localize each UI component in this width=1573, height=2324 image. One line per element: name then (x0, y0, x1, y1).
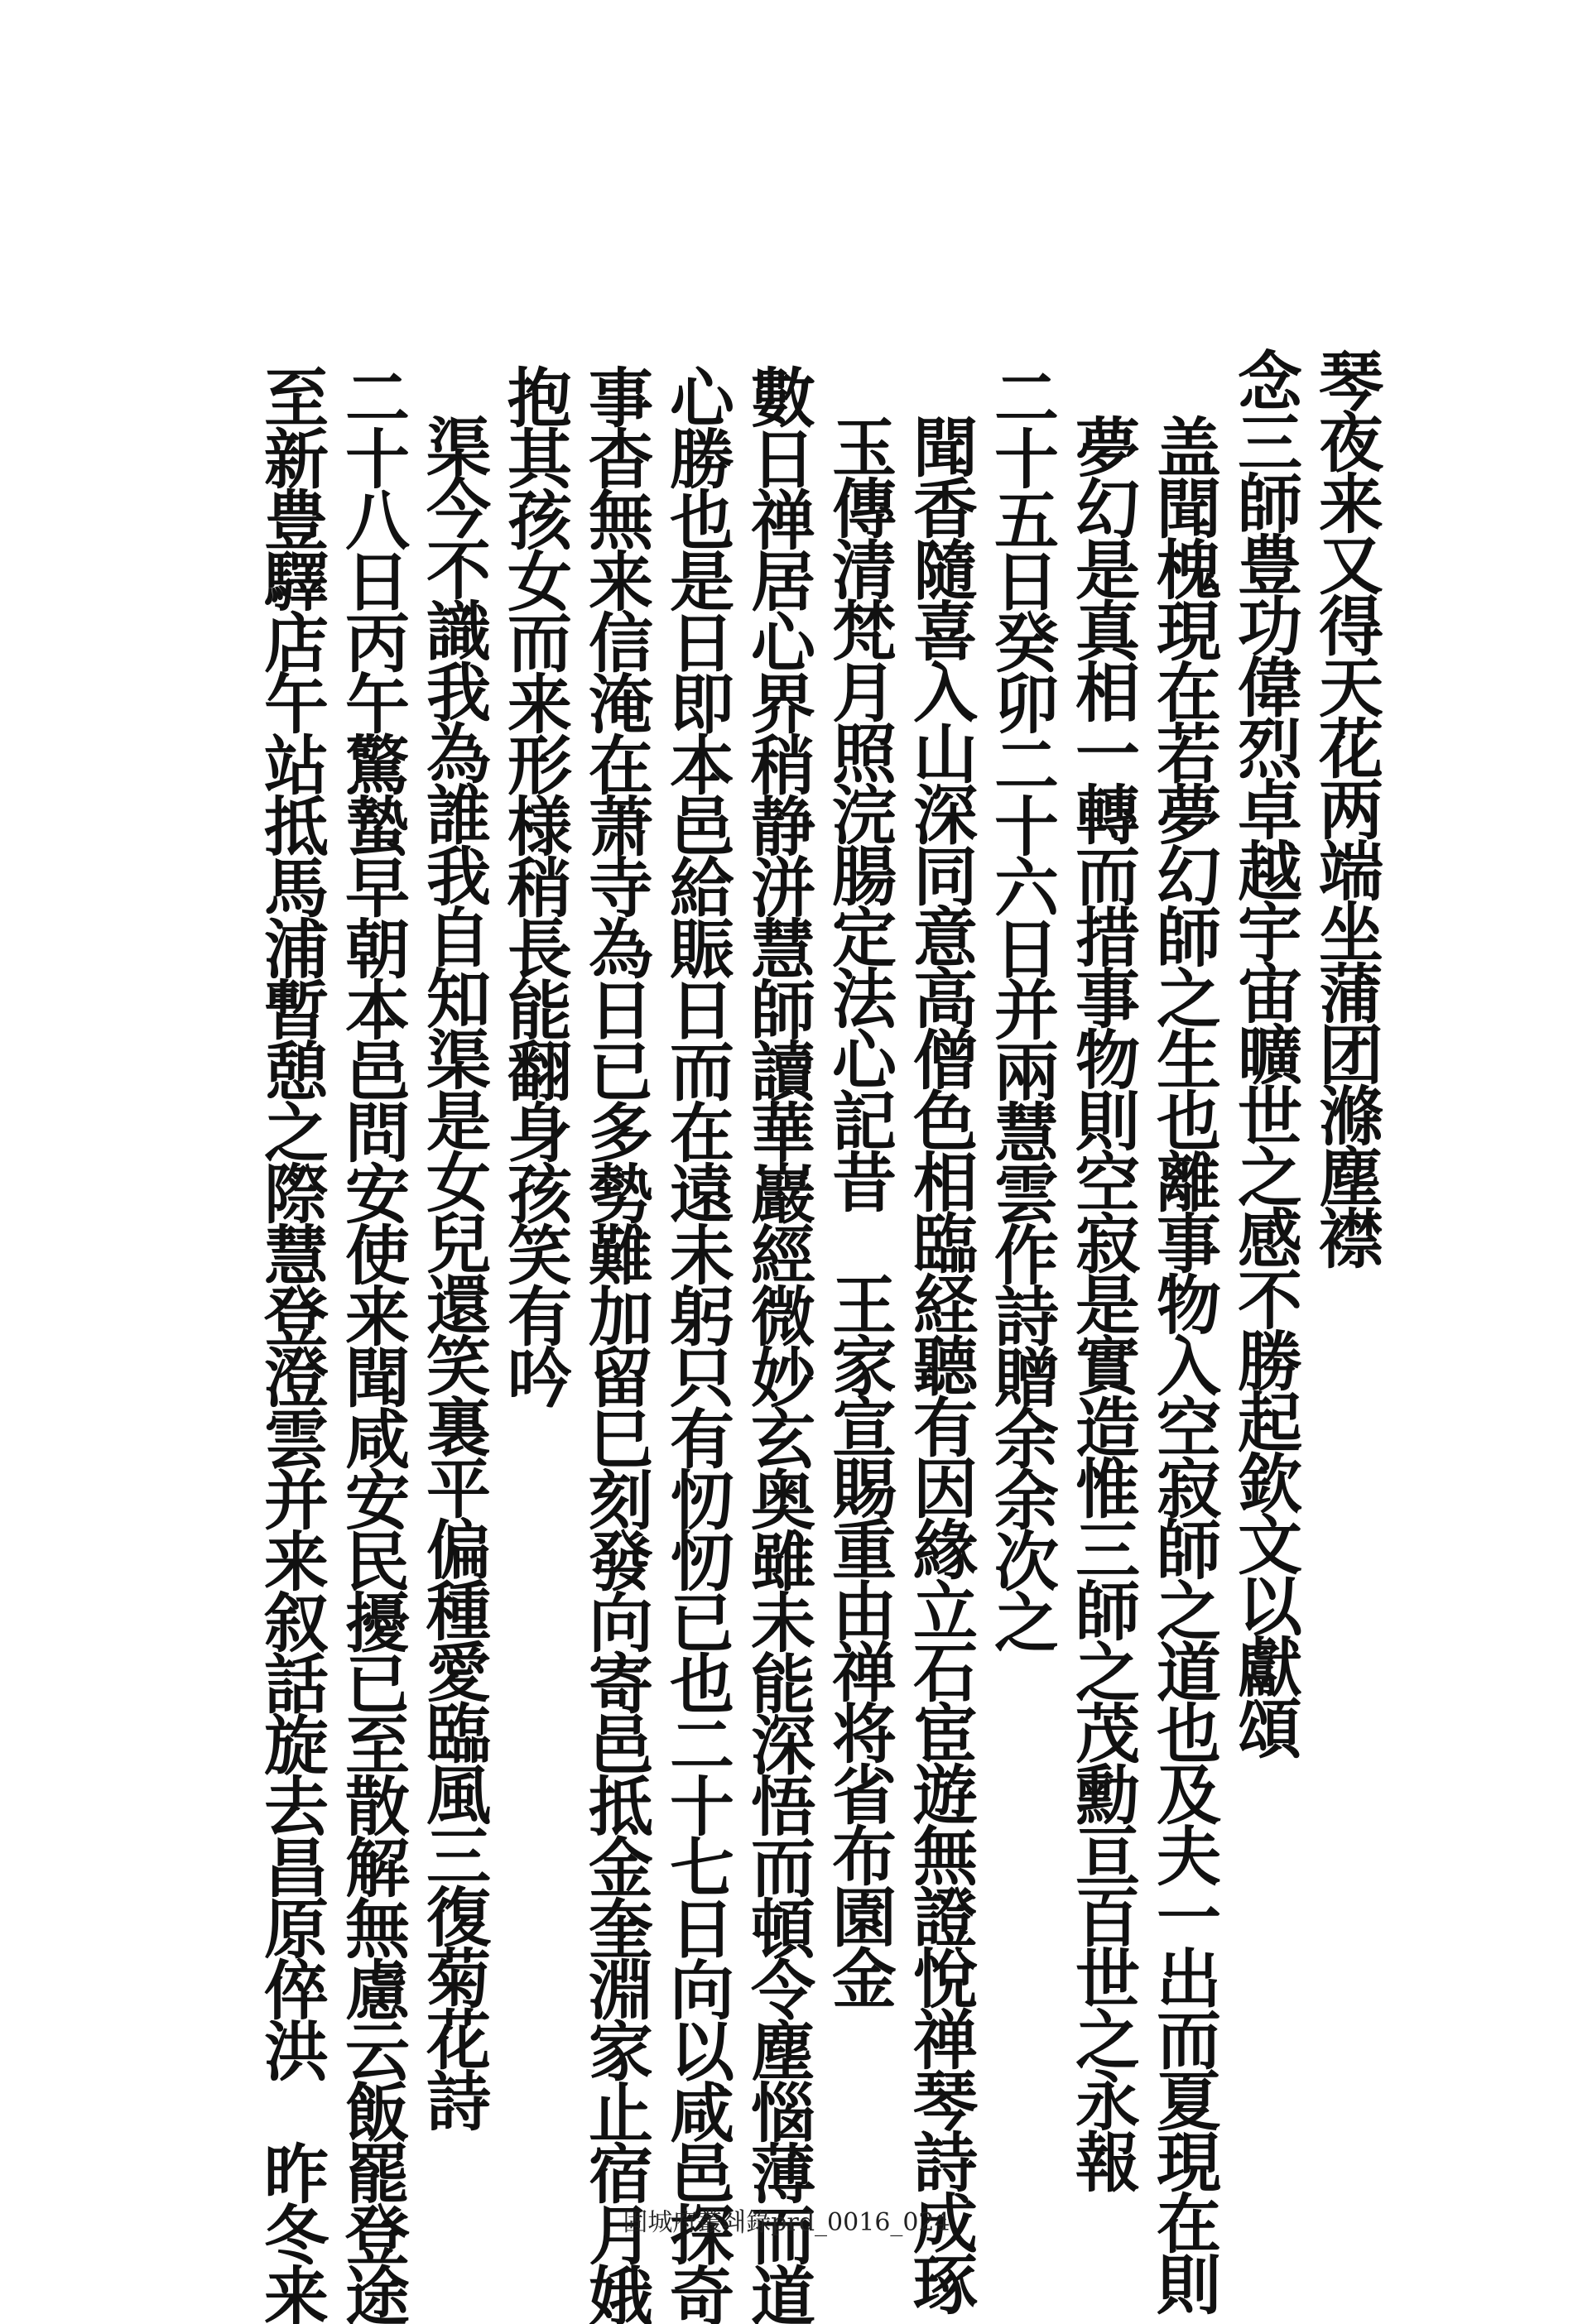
text-column-7: 玉傳清梵月照浣腸定法心記昔 王家宣賜重由禅将省布園金 (821, 414, 897, 2006)
text-column-8: 數日禅居心界稍静洴慧師讀華巖經微妙玄奥雖未能深悟而頓令塵惱薄而道 (740, 364, 815, 2324)
text-column-10: 事杳無来信淹在萧寺為日已多勢難加留巳刻發向寄邑抵金奎淵家止宿月娥 (578, 364, 653, 2324)
text-column-2: 念三師豊功偉烈卓越宇宙曠世之感不勝起欽文以獻頌 (1227, 348, 1302, 1756)
text-column-6: 聞香隨喜入山深同意高僧色相臨経聽有因緣立石宦遊無證悅禅琴詩成琢 (902, 414, 978, 2312)
text-column-1: 琴夜来又得天花两端坐蒲团滌塵襟 (1308, 348, 1383, 1266)
text-column-13: 二十八日丙午驚蟄早朝本邑問安使来聞咸安民擾已至散解無慮云飯罷登途 (334, 364, 410, 2324)
text-column-14: 至新豊驛店午站抵馬浦暫憩之際慧登澄雲并来叙話旋去昌原倅洪 昨冬来 (253, 364, 329, 2324)
page-footer-label: 固城府叢쇄錄prd_0016_024 (623, 2208, 950, 2237)
text-column-12: 渠今不識我為誰我自知渠是女兒還笑裏平偏種愛臨風三復菊花詩 (416, 414, 491, 2129)
text-column-3: 盖聞槐現在若夢幻師之生也離事物入空寂師之道也及夫一出而夏現在則 (1146, 414, 1221, 2312)
text-column-5: 二十五日癸卯二十六日并兩慧雲作詩贈余余次之 (984, 364, 1059, 1650)
text-column-4: 夢幻是真相一轉而措事物則空寂是實造惟三師之茂勳亘百世之永報 (1065, 414, 1140, 2190)
text-column-9: 心勝也是日即本邑給賑日而在遠未躬只有㣼㣼已也二十七日向以咸邑探奇 (659, 364, 734, 2324)
text-column-11: 抱其孩女而来形様稍長能翻身孩笑有吟 (497, 364, 572, 1405)
